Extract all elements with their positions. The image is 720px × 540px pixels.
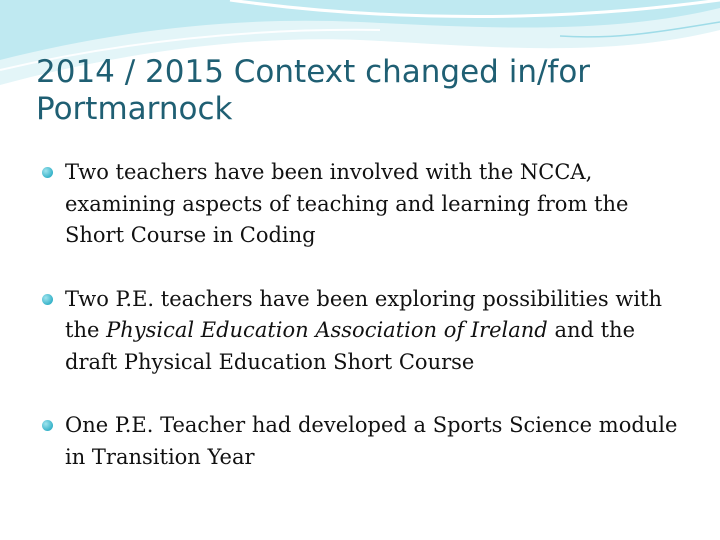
bullet-list	[40, 157, 690, 473]
bullet-text-after: and the draft Physical Education Short Course	[65, 318, 635, 374]
bullet-text-before: Two P.E. teachers have been exploring possibilities with the	[65, 286, 662, 342]
bullet-text-emphasis: Physical Education Association of Ireland	[106, 318, 548, 342]
bullet-text: Two teachers have been involved with the NCCA, examining aspects of teaching and learning from the Short Course in Coding	[65, 160, 629, 247]
bullet-icon	[42, 420, 53, 431]
bullet-text: One P.E. Teacher had developed a Sports Science module in Transition Year	[65, 413, 678, 469]
bullet-icon	[42, 167, 53, 178]
bullet-item	[40, 284, 690, 379]
bullet-item	[40, 157, 690, 252]
bullet-item	[40, 410, 690, 473]
bullet-icon	[42, 294, 53, 305]
slide-title: 2014 / 2015 Context changed in/for Portmarnock	[36, 54, 591, 127]
